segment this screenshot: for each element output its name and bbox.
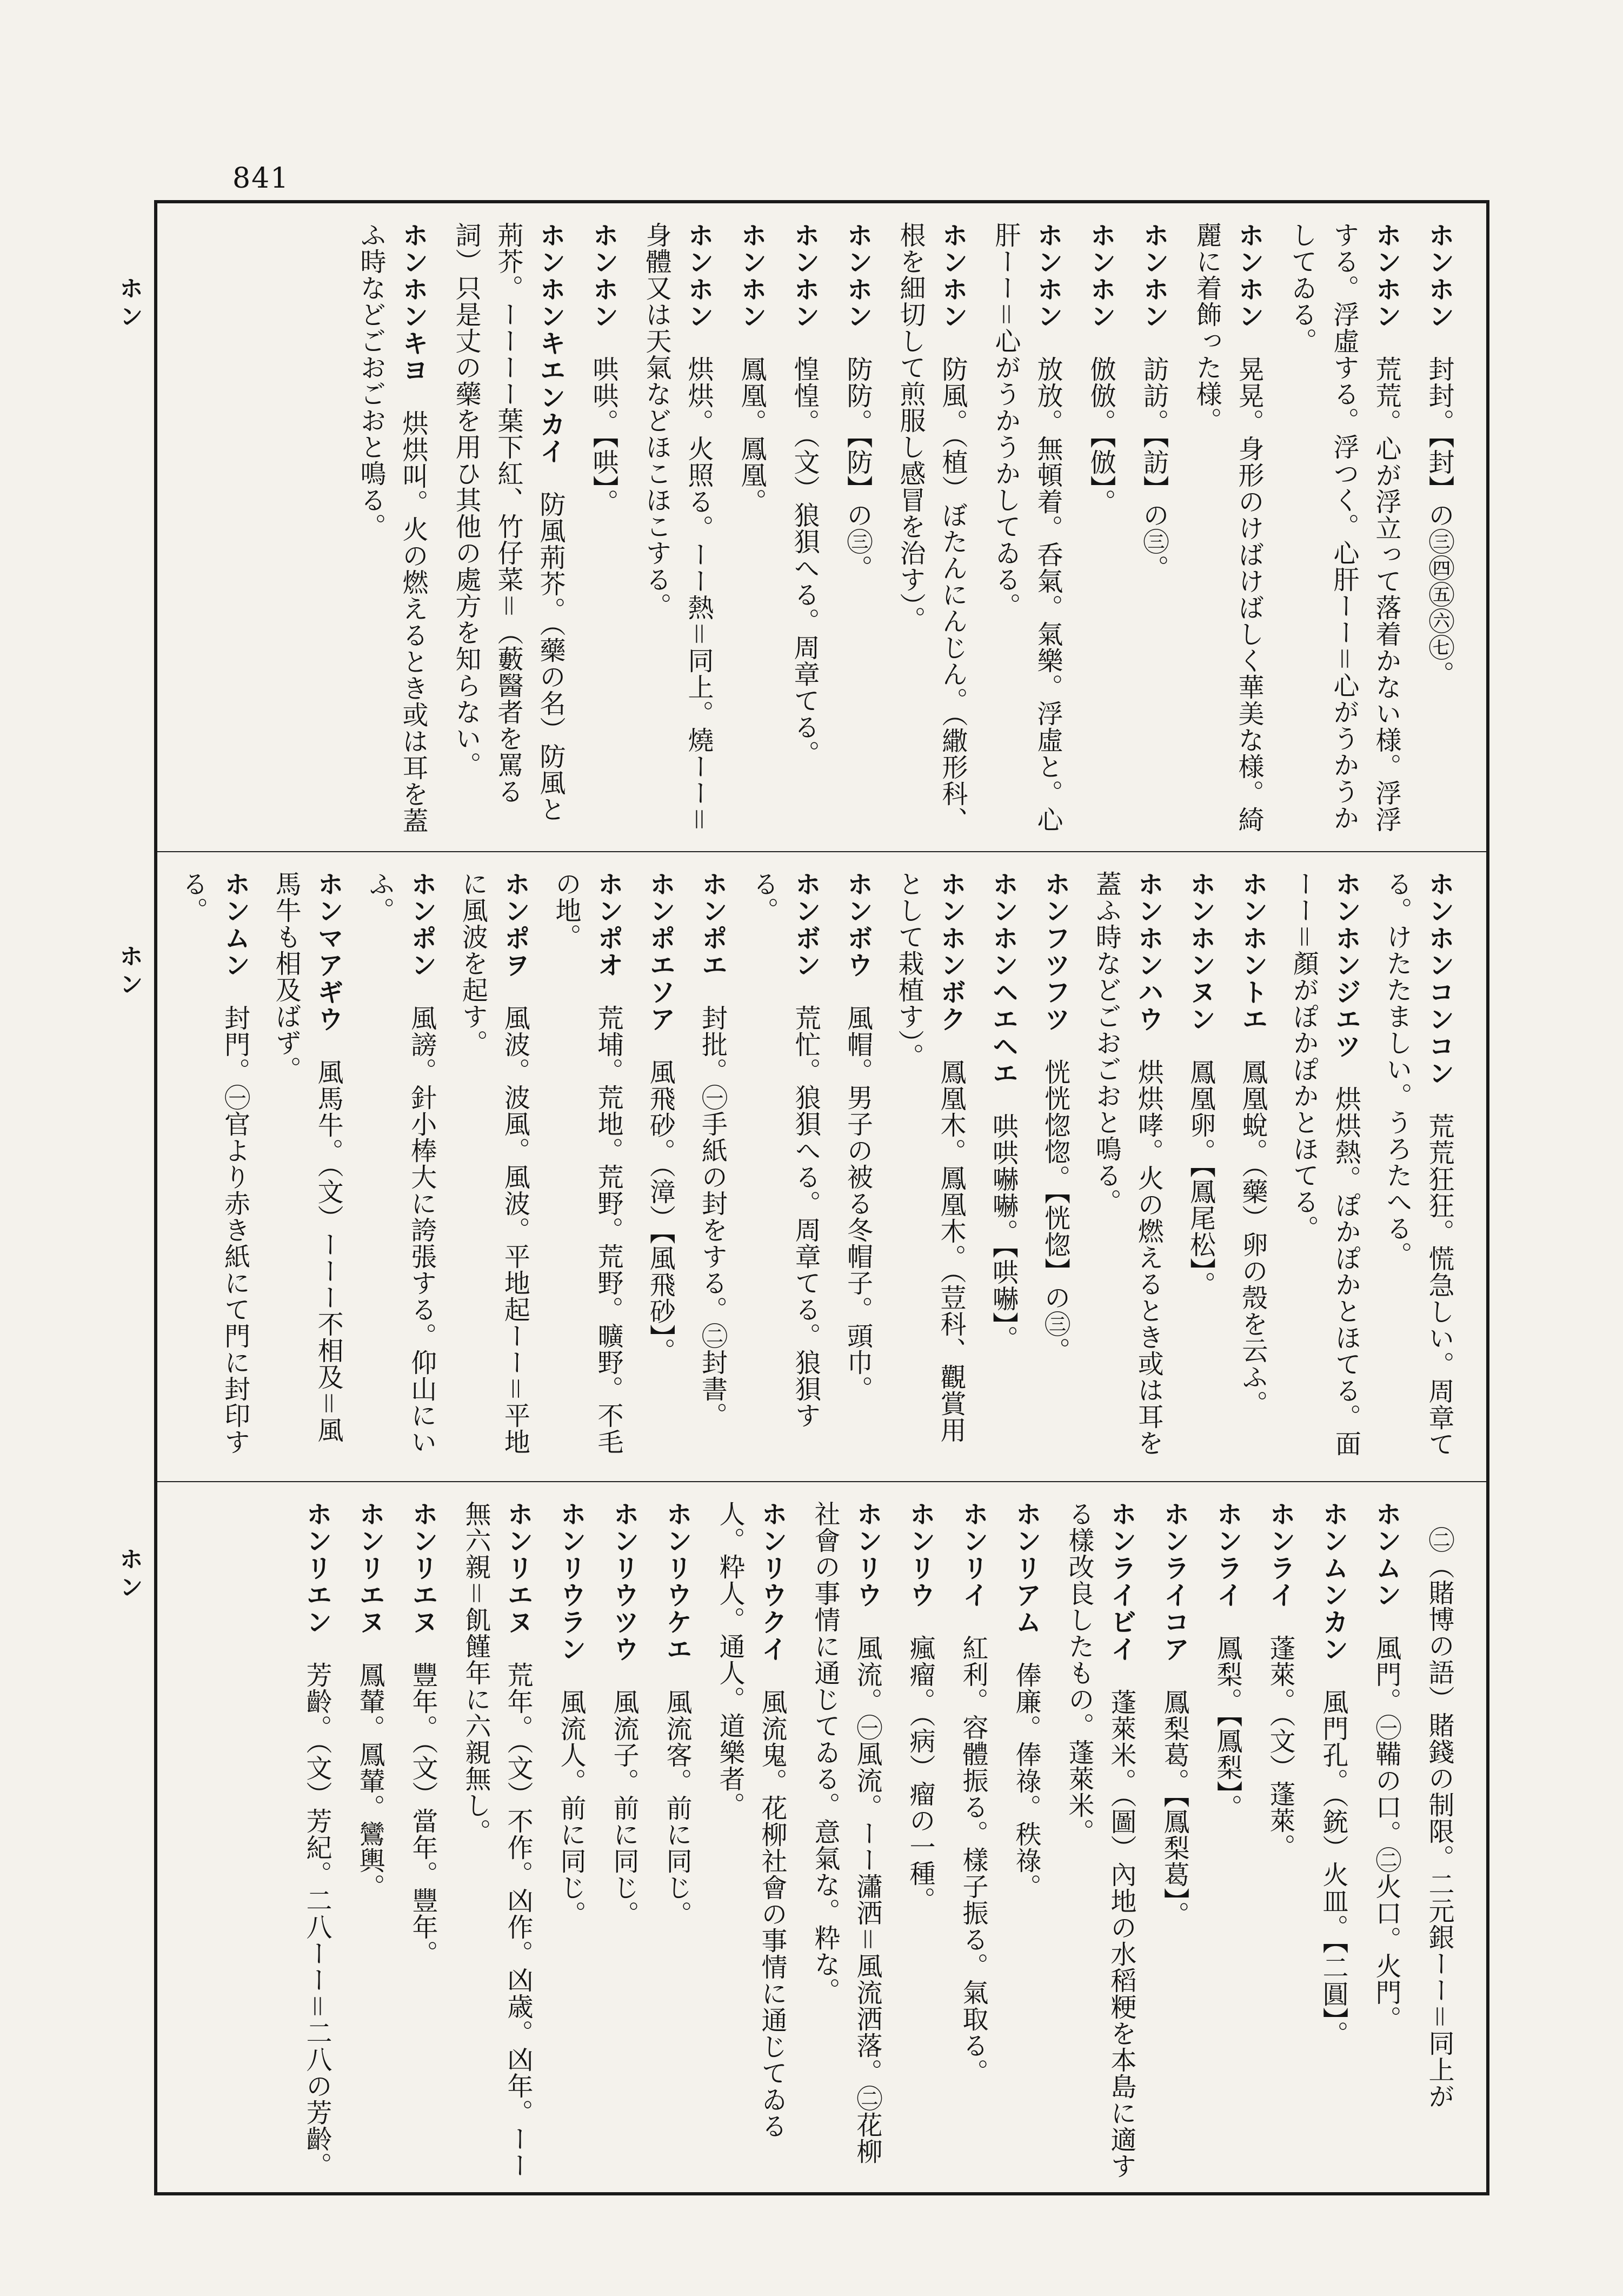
entry-definition: 烘烘。火照る。ーー熱＝同上。燒ーー＝身體又は天氣などほこほこする。 (641, 222, 714, 833)
dictionary-entry (635, 222, 720, 838)
entry-headword: ホンフツフツ (1040, 871, 1070, 1033)
entry-definition: 風流人。前に同じ。 (556, 1689, 586, 1927)
dictionary-entry (1206, 1501, 1248, 2179)
dictionary-entry (349, 1501, 391, 2179)
dictionary-entry (1005, 1501, 1047, 2179)
dictionary-entry (804, 1501, 888, 2179)
entry-headword: ホンライコア (1159, 1501, 1189, 1663)
entry-definition: 晃晃。身形のけばけばしく華美な様。綺麗に着飾った様。 (1192, 222, 1264, 833)
entry-definition: 荒忙。狼狽へる。周章てる。狼狽する。 (748, 871, 821, 1429)
entry-headword: ホンリイ (958, 1501, 988, 1609)
dictionary-band (157, 1482, 1486, 2192)
entry-headword: ホンホン (1086, 222, 1116, 330)
entry-definition: 鳳梨。【鳳梨】。 (1212, 1635, 1242, 1821)
entry-headword: ホンホンキエンカイ (535, 222, 566, 465)
dictionary-entry (1281, 222, 1407, 838)
entry-definition: 烘烘熱。ぽかぽかとほてる。面ーー＝顏がぽかぽかとほてる。 (1288, 871, 1361, 1457)
entry-headword: ホンホン (1139, 222, 1169, 330)
entry-headword: ホンリエヌ (408, 1501, 438, 1636)
entry-headword: ホンリエヌ (503, 1501, 533, 1636)
entry-headword: ホンホン (1424, 222, 1454, 330)
entry-definition: 封批。㊀手紙の封をする。㊁封書。 (697, 1005, 728, 1429)
entry-headword: ホンボン (790, 871, 821, 979)
entry-columns (174, 871, 1460, 1468)
dictionary-entry (1233, 871, 1274, 1468)
entry-headword: ホンリウツウ (609, 1501, 639, 1663)
section-label: ホン (115, 1547, 143, 1603)
entry-headword: ホンホンヌン (1185, 871, 1216, 1033)
entry-definition: 哄哄嚇嚇。【哄嚇】。 (988, 1113, 1019, 1352)
entry-definition: 烘烘哮。火の燃えるとき或は耳を蓋ふ時などごおごおと鳴る。 (1091, 871, 1164, 1456)
dictionary-entry (709, 1501, 793, 2179)
dictionary-entry (402, 1501, 444, 2179)
dictionary-entry (952, 1501, 994, 2179)
entry-headword: ホンリウケエ (662, 1501, 692, 1663)
dictionary-entry (837, 871, 879, 1468)
entry-headword: ホンポエソア (645, 871, 676, 1033)
dictionary-entry (296, 1501, 338, 2179)
entry-definition: 風馬牛。（文）ーーー不相及＝風馬牛も相及ばず。 (271, 871, 344, 1444)
entry-headword: ホンポン (406, 871, 437, 979)
dictionary-entry (1365, 1501, 1407, 2179)
entry-headword: ホンホントエ (1237, 871, 1268, 1033)
entry-headword: ホンムン (219, 871, 250, 979)
entry-definition: 芳齡。（文）芳紀。二八ーー＝二八の芳齡。 (302, 1662, 332, 2179)
entry-headword: ホンリアム (1011, 1501, 1041, 1636)
entry-definition: 鳳凰。鳳凰。 (736, 356, 767, 515)
entry-headword: ホンホンハウ (1133, 871, 1164, 1033)
entry-definition: 防風荊芥。（藥の名）防風と荊芥。ーーーー葉下紅、竹仔菜＝（藪醫者を罵る詞）只是丈の藥を用ひ其他の處方を知らない。 (451, 222, 566, 822)
dictionary-band (157, 852, 1486, 1482)
entry-definition: 風飛砂。（漳）【風飛砂】。 (645, 1059, 676, 1364)
entry-headword: ホンホン (588, 222, 618, 330)
dictionary-entry (267, 871, 350, 1468)
entry-definition: 風門。㊀鞴の口。㊁火口。火門。 (1371, 1635, 1401, 2032)
entry-headword: ホンホンヘエヘエ (988, 871, 1019, 1087)
entry-definition: 鳳梨葛。【鳳梨葛】。 (1159, 1689, 1189, 1928)
entry-definition: 封門。㊀官より赤き紙にて門に封印する。 (177, 871, 250, 1455)
dictionary-entry (1418, 1501, 1460, 2179)
entry-definition: 訪訪。【訪】の㊂。 (1139, 356, 1169, 581)
entry-columns (174, 1501, 1460, 2179)
dictionary-entry (1058, 1501, 1142, 2179)
entry-headword: ホンライ (1265, 1501, 1295, 1609)
entry-headword: ホンホン (683, 222, 714, 330)
entry-columns (174, 222, 1460, 838)
section-label: ホン (115, 944, 143, 1000)
dictionary-entry (350, 222, 434, 838)
entry-definition: 風流。㊀風流。ーー瀟洒＝風流洒落。㊁花柳社會の事情に通じてゐる。意氣な。粋な。 (810, 1501, 882, 2165)
entry-definition: 荒荒狂狂。慌急しい。周章てる。けたたましい。うろたへる。 (1382, 871, 1454, 1457)
dictionary-entry (899, 1501, 941, 2179)
entry-definition: 風波。波風。風波。平地起ーー＝平地に風波を起す。 (457, 871, 530, 1456)
entry-headword: ホンホン (1234, 222, 1264, 330)
dictionary-entry (1378, 871, 1460, 1468)
dictionary-entry (889, 222, 974, 838)
entry-headword: ホンリウラン (556, 1501, 586, 1663)
entry-definition: 荒年。（文）不作。凶作。凶歳。凶年。ーー無六親＝飢饉年に六親無し。 (461, 1501, 533, 2179)
dictionary-entry (603, 1501, 645, 2179)
entry-definition: 俸廉。俸祿。秩祿。 (1011, 1662, 1041, 1900)
entry-headword: ホンボウ (842, 871, 873, 979)
entry-definition: 防風。（植）ぼたんにんじん。（繖形科、根を細切して煎服し感冒を治す）。 (895, 222, 968, 833)
entry-headword: ホンリエン (302, 1501, 332, 1636)
dictionary-band (157, 203, 1486, 852)
entry-definition: 鳳凰卵。【鳳尾松】。 (1185, 1059, 1216, 1298)
entry-headword: ホンホン (1371, 222, 1401, 330)
dictionary-entry (1259, 1501, 1301, 2179)
dictionary-entry (730, 222, 773, 838)
entry-headword: ホンポエ (697, 871, 728, 979)
dictionary-frame (154, 200, 1489, 2195)
entry-headword: ホンリウ (852, 1501, 882, 1609)
entry-definition: 防防。【防】の㊂。 (842, 356, 873, 581)
entry-definition: 荒埔。荒地。荒野。荒野。曠野。不毛の地。 (550, 871, 623, 1455)
entry-headword: ホンホンコンコン (1424, 871, 1454, 1087)
dictionary-entry (360, 871, 443, 1468)
dictionary-entry (1080, 222, 1122, 838)
dictionary-entry (1133, 222, 1175, 838)
entry-definition: 哄哄。【哄】。 (588, 356, 618, 515)
dictionary-entry (656, 1501, 698, 2179)
entry-definition: 瘋瘤。（病）瘤の一種。 (905, 1635, 935, 1913)
entry-headword: ホンリウクイ (757, 1501, 787, 1663)
dictionary-entry (783, 222, 826, 838)
entry-headword: ホンムン (1371, 1501, 1401, 1609)
entry-headword: ホンライビイ (1106, 1501, 1136, 1663)
entry-definition: 風門孔。（銃）火皿。【二圓】。 (1318, 1689, 1348, 2047)
entry-headword: ホンホン (736, 222, 767, 330)
entry-definition: 風帽。男子の被る冬帽子。頭巾。 (842, 1005, 873, 1402)
entry-headword: ホンホンジエツ (1331, 871, 1361, 1060)
dictionary-entry (1087, 871, 1170, 1468)
entry-definition: 恍恍惚惚。【恍惚】の㊂。 (1040, 1059, 1070, 1364)
entry-headword: ホンライ (1212, 1501, 1242, 1609)
entry-definition: 蓬萊米。（圖）內地の水稻粳を本島に適する樣改良したもの。蓬萊米。 (1064, 1501, 1136, 2179)
entry-headword: ホンホン (937, 222, 968, 330)
dictionary-entry (640, 871, 681, 1468)
entry-definition: 風流鬼。花柳社會の事情に通じてゐる人。粋人。通人。道樂者。 (715, 1501, 787, 2139)
dictionary-entry (445, 222, 571, 838)
dictionary-entry (692, 871, 733, 1468)
entry-definition: 風謗。針小棒大に誇張する。仰山にいふ。 (364, 871, 437, 1455)
dictionary-entry (1312, 1501, 1354, 2179)
entry-definition: 鳳凰蛻。（藥）卵の殼を云ふ。 (1237, 1059, 1268, 1417)
section-label: ホン (115, 276, 143, 332)
entry-headword: ホンリウ (905, 1501, 935, 1609)
entry-headword: ホンポオ (593, 871, 623, 979)
entry-definition: 封封。【封】の㊂㊃㊄㊅㊆。 (1424, 356, 1454, 687)
dictionary-entry (1035, 871, 1076, 1468)
dictionary-entry (1418, 222, 1460, 838)
dictionary-entry (1186, 222, 1270, 838)
entry-definition: 豐年。（文）當年。豐年。 (408, 1662, 438, 1967)
entry-definition: 蓬萊。（文）蓬萊。 (1265, 1635, 1295, 1860)
entry-headword: ホンホン (1033, 222, 1063, 330)
entry-definition: 紅利。容體振る。樣子振る。氣取る。 (958, 1635, 988, 2085)
entry-definition: 鳳凰木。鳳凰木。（荳科、觀賞用として栽植す）。 (894, 871, 967, 1443)
page-number: 841 (232, 162, 290, 195)
entry-headword: ホンリエヌ (355, 1501, 385, 1636)
entry-headword: ホンポヲ (500, 871, 530, 979)
entry-definition: 風流客。前に同じ。 (662, 1689, 692, 1927)
dictionary-entry (550, 1501, 592, 2179)
entry-definition: 風流子。前に同じ。 (609, 1689, 639, 1927)
dictionary-entry (744, 871, 827, 1468)
dictionary-entry (983, 871, 1024, 1468)
entry-definition: 荒荒。心が浮立って落着かない様。浮浮する。浮虛する。浮つく。心肝ーー＝心がうかうかしてゐる。 (1287, 222, 1401, 833)
dictionary-entry (1153, 1501, 1195, 2179)
entry-definition: 放放。無頓着。呑氣。氣樂。浮虛と。心肝ーー＝心がうかうかしてゐる。 (990, 222, 1063, 833)
entry-definition: 鳳輦。鳳輦。鸞輿。 (355, 1662, 385, 1900)
dictionary-entry (454, 871, 536, 1468)
dictionary-entry (547, 871, 629, 1468)
entry-headword: ホンムンカン (1318, 1501, 1348, 1663)
entry-definition: ㊁（賭博の語）賭錢の制限。二元銀ーー＝同上が (1424, 1527, 1454, 2110)
entry-definition: 烘烘叫。火の燃えるとき或は耳を蓋ふ時などごおごおと鳴る。 (356, 222, 428, 834)
entry-headword: ホンホン (842, 222, 873, 330)
entry-headword: ホンホンボク (936, 871, 967, 1033)
dictionary-entry (1285, 871, 1367, 1468)
entry-headword: ホンホン (789, 222, 820, 330)
dictionary-entry (985, 222, 1069, 838)
entry-definition: 惶惶。（文）狼狽へる。周章てる。 (789, 356, 820, 767)
entry-headword: ホンホンキヨ (398, 222, 428, 384)
entry-headword: ホンマアギウ (313, 871, 344, 1033)
dictionary-entry (836, 222, 879, 838)
dictionary-entry (455, 1501, 539, 2179)
entry-definition: 倣倣。【倣】。 (1086, 356, 1116, 515)
dictionary-entry (889, 871, 972, 1468)
dictionary-entry (1180, 871, 1221, 1468)
dictionary-entry (582, 222, 624, 838)
dictionary-entry (174, 871, 256, 1468)
